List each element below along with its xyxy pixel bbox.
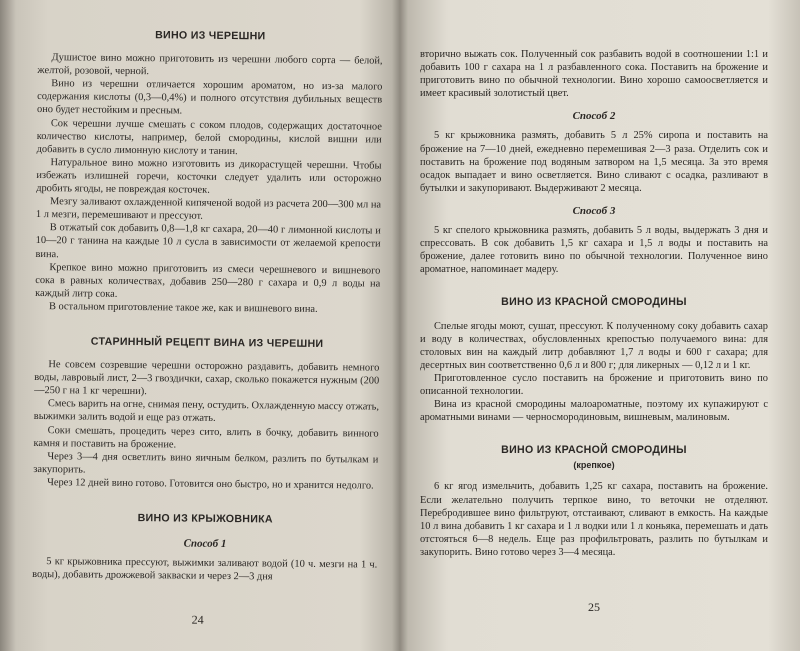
paragraph: Смесь варить на огне, снимая пену, остудить. Охлажденную массу отжать, выжимки залить водой и еще раз отжать. [33, 398, 379, 425]
method-3-heading: Способ 3 [572, 204, 616, 217]
paragraph: Приготовленное сусло поставить на брожение и приготовить вино по описанной технологии. [420, 372, 768, 397]
heading-old-recipe: СТАРИННЫЙ РЕЦЕПТ ВИНА ИЗ ЧЕРЕШНИ [90, 335, 324, 350]
paragraph: 5 кг спелого крыжовника размять, добавить 5 л воды, выдержать 3 дня и спрессовать. В сок добавить 1,5 кг сахара и 1,5 л воды и поставить на брожение, далее готовить вино по обычной технологии. Полученное вино ароматное, напоминает мадеру. [420, 225, 768, 276]
paragraph: Соки смешать, процедить через сито, влить в бочку, добавить винного камня и поставить на брожение. [33, 424, 379, 451]
paragraph: 5 кг крыжовника размять, добавить 5 л 25% сиропа и поставить на брожение на 7—10 дней, ежедневно перемешивая 2—3 раза. Отделить сок и поставить на брожение под водяным затвором на 1,5 месяца. За это время осадок выпадает и вино осветляется. Вино сливают с осадка, разливают в бутылки и закупоривают. Выдерживают 2 месяца. [420, 130, 768, 194]
paragraph: Через 12 дней вино готово. Готовится оно быстро, но и хранится недолго. [47, 477, 374, 492]
paragraph: Спелые ягоды моют, сушат, прессуют. К полученному соку добавить сахар и воду в количествах, обусловленных крепостью получаемого вина: для столовых вин на каждый литр добавляют 1,7 л воды и 600 г сахара; для десертных вин соответственно 0,6 л и 800 г; для ликерных — 0,12 л и 1 кг. [420, 320, 768, 371]
paragraph: 6 кг ягод измельчить, добавить 1,25 кг сахара, поставить на брожение. Если желательно получить терпкое вино, то веточки не отделяют. Перебродившее вино фильтруют, отстаивают, сливают в емкость. На каждые 10 л вина добавить 1 кг сахара и 1 л водки или 1 л коньяка, перемешать и дать отстояться 6—8 недель. Еще раз профильтровать, разлить по бутылкам и закупорить. Вино готово через 3—4 месяца. [420, 481, 768, 558]
heading-gooseberry-wine: ВИНО ИЗ КРЫЖОВНИКА [137, 512, 273, 526]
paragraph: вторично выжать сок. Полученный сок разбавить водой в соотношении 1:1 и добавить 100 г сахара на 1 л разбавленного сока. Поставить на брожение и приготовить вино по обычной технологии. Вино хорошо самоосветляется и имеет красивый золотистый цвет. [420, 49, 768, 100]
paragraph: Сок черешни лучше смешать с соком плодов, содержащих достаточное количество кислоты, например, белой смородины, кислой вишни или добавить в сусло лимонную кислоту и танин. [36, 117, 382, 157]
paragraph: Натуральное вино можно изготовить из дикорастущей черешни. Чтобы избежать излишней горечи, косточки следует удалить или осторожно дробить ягоды, не повреждая косточек. [36, 156, 382, 196]
right-page [420, 18, 768, 637]
paragraph: Мезгу заливают охлажденной кипяченой водой из расчета 200—300 мл на 1 л мезги, перемешивают и прессуют. [35, 196, 382, 222]
paragraph: 5 кг крыжовника прессуют, выжимки заливают водой (10 ч. мезги на 1 ч. воды), добавить дрожжевой закваски и через 2—3 дня [32, 556, 378, 583]
left-page [32, 18, 383, 641]
method-2-heading: Способ 2 [572, 110, 616, 123]
heading-redcurrant-wine: ВИНО ИЗ КРАСНОЙ СМОРОДИНЫ [501, 296, 687, 309]
paragraph: Крепкое вино можно приготовить из смеси черешневого и вишневого сока в равных количествах, добавив 250—280 г сахара и 0,9 л воды на каждый литр сока. [35, 261, 381, 300]
subheading-strong: (крепкое) [573, 460, 615, 471]
paragraph: В остальном приготовление такое же, как и вишневого вина. [48, 301, 318, 315]
paragraph: Душистое вино можно приготовить из черешни любого сорта — белой, желтой, розовой, черной. [37, 52, 383, 78]
paragraph: В отжатый сок добавить 0,8—1,8 кг сахара, 20—40 г лимонной кислоты и 10—20 г танина на каждые 10 л сусла в зависимости от желаемой крепости вина. [35, 222, 381, 260]
paragraph: Через 3—4 дня осветлить вино яичным белком, разлить по бутылкам и закупорить. [33, 450, 379, 476]
paragraph: Вина из красной смородины малоароматные, поэтому их купажируют с ароматными винами — черносмородиновым, вишневым, малиновым. [420, 399, 768, 424]
paragraph: Вино из черешни отличается хорошим ароматом, но из-за малого содержания кислоты (0,3—0,4%) и полного отсутствия дубильных веществ оно будет нестойким и пресным. [36, 78, 383, 117]
page-number-left: 24 [191, 612, 204, 627]
heading-strong-redcurrant-wine: ВИНО ИЗ КРАСНОЙ СМОРОДИНЫ [501, 444, 687, 457]
paragraph: Не совсем созревшие черешни осторожно раздавить, добавить немного воды, лавровый лист, 2—3 гвоздички, сахар, сколько покажется нужным (200—250 г на 1 кг черешни). [34, 359, 380, 398]
method-1-heading: Способ 1 [183, 537, 227, 551]
page-number-right: 25 [588, 600, 600, 614]
heading-cherry-wine: ВИНО ИЗ ЧЕРЕШНИ [155, 29, 266, 43]
